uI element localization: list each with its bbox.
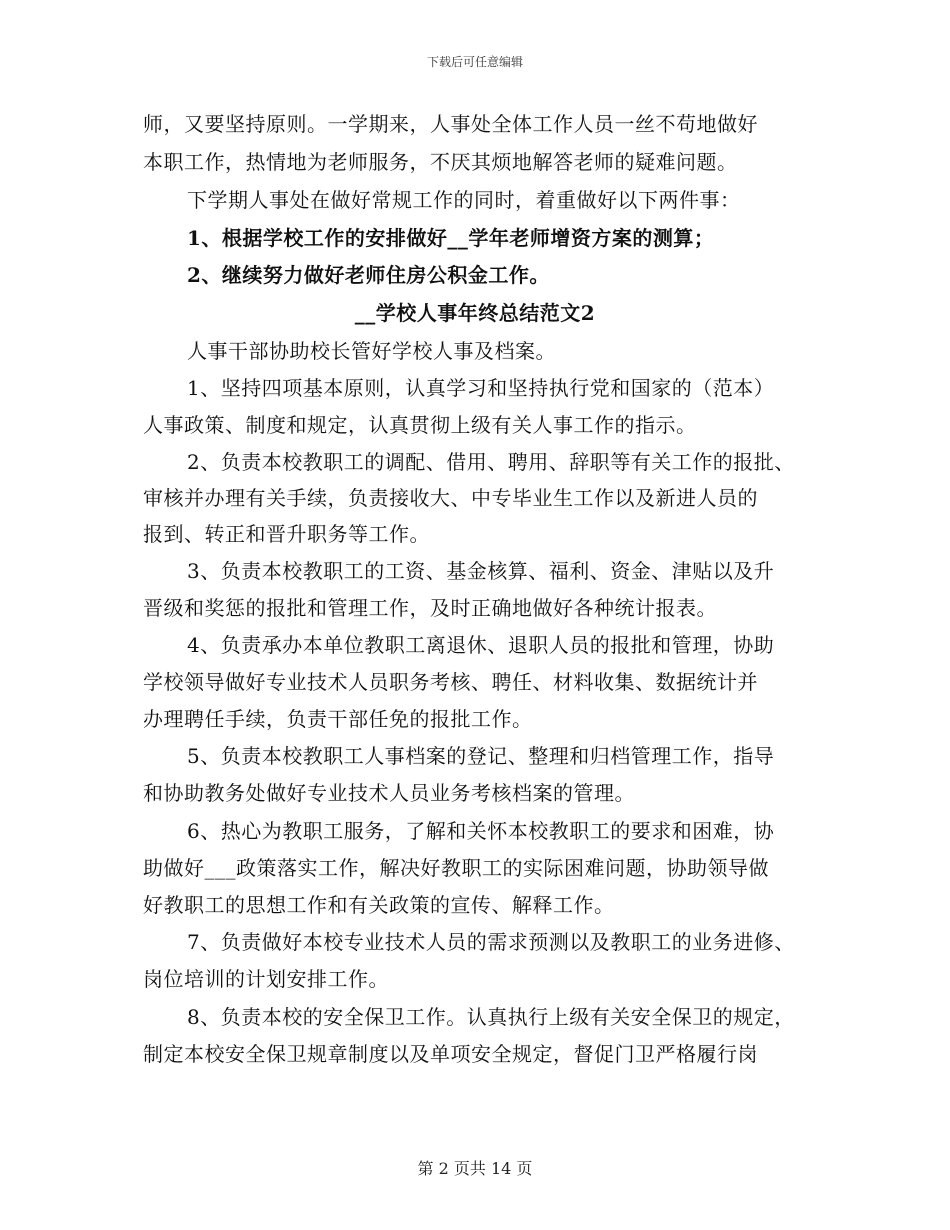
page-header: 下载后可任意编辑 [426,55,523,69]
body-line: 审核并办理有关手续，负责接收大、中专毕业生工作以及新进人员的 [143,486,758,510]
page-number: 第 2 页共 14 页 [417,1159,533,1178]
body-line: 报到、转正和晋升职务等工作。 [143,522,430,546]
body-line: 本职工作，热情地为老师服务，不厌其烦地解答老师的疑难问题。 [143,150,738,174]
body-line: 学校领导做好专业技术人员职务考核、聘任、材料收集、数据统计并 [143,670,758,694]
task-item-2: 2、继续努力做好老师住房公积金工作。 [187,263,550,287]
list-item: 7、负责做好本校专业技术人员的需求预测以及教职工的业务进修、 [187,930,795,954]
body-line: 师，又要坚持原则。一学期来，人事处全体工作人员一丝不苟地做好 [143,112,758,136]
body-line: 好教职工的思想工作和有关政策的宣传、解释工作。 [143,893,615,917]
body-line: 制定本校安全保卫规章制度以及单项安全规定，督促门卫严格履行岗 [143,1042,758,1066]
body-line: 和协助教务处做好专业技术人员业务考核档案的管理。 [143,781,635,805]
body-line: 下学期人事处在做好常规工作的同时，着重做好以下两件事： [187,188,741,212]
body-line: 办理聘任手续，负责干部任免的报批工作。 [143,707,533,731]
list-item: 1、坚持四项基本原则，认真学习和坚持执行党和国家的（范本） [187,376,775,400]
section-title: __学校人事年终总结范文2 [354,301,596,325]
body-line: 人事政策、制度和规定，认真贯彻上级有关人事工作的指示。 [143,413,697,437]
list-item: 8、负责本校的安全保卫工作。认真执行上级有关安全保卫的规定， [187,1005,795,1029]
list-item: 4、负责承办本单位教职工离退休、退职人员的报批和管理，协助 [187,633,775,657]
body-line: 助做好___政策落实工作，解决好教职工的实际困难问题，协助领导做 [143,856,769,880]
body-line: 岗位培训的计划安排工作。 [143,967,389,991]
list-item: 6、热心为教职工服务，了解和关怀本校教职工的要求和困难，协 [187,819,775,843]
body-line: 人事干部协助校长管好学校人事及档案。 [187,339,556,363]
list-item: 3、负责本校教职工的工资、基金核算、福利、资金、津贴以及升 [187,559,775,583]
list-item: 2、负责本校教职工的调配、借用、聘用、辞职等有关工作的报批、 [187,450,795,474]
body-line: 晋级和奖惩的报批和管理工作，及时正确地做好各种统计报表。 [143,596,717,620]
list-item: 5、负责本校教职工人事档案的登记、整理和归档管理工作，指导 [187,744,775,768]
task-item-1: 1、根据学校工作的安排做好__学年老师增资方案的测算； [187,226,715,250]
